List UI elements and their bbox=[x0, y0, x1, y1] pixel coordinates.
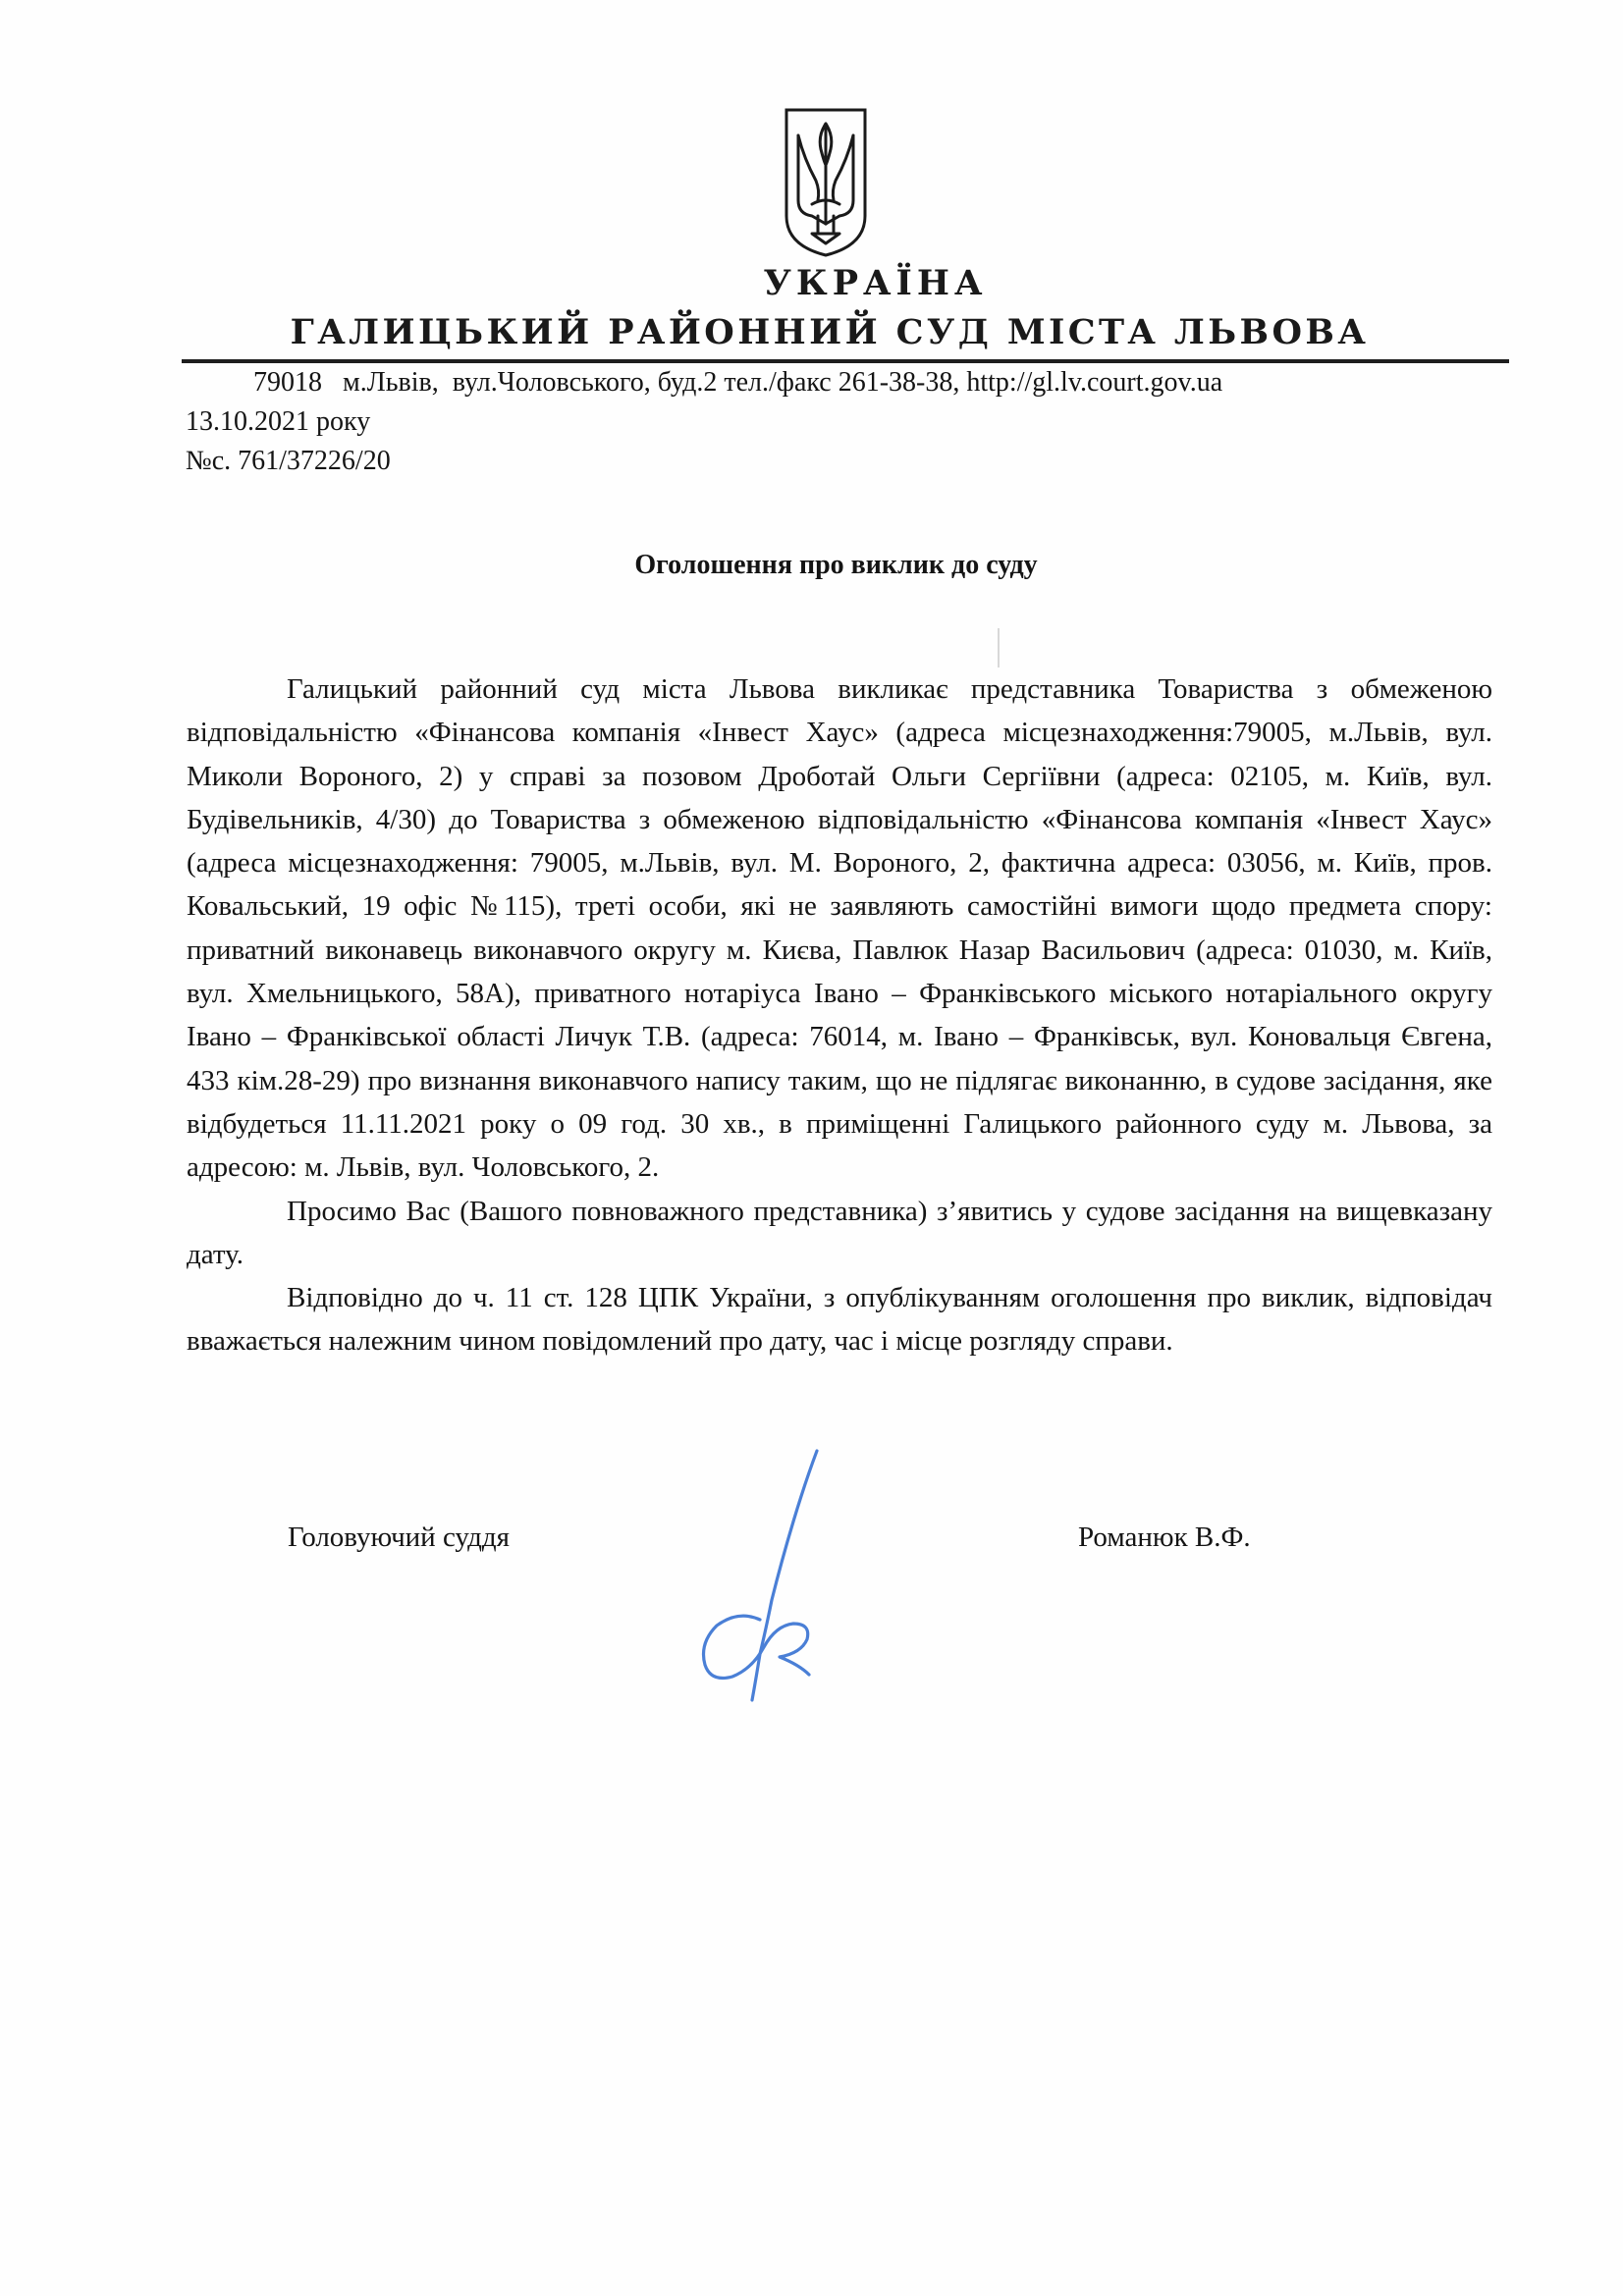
body-paragraph: Просимо Вас (Вашого повноважного представника) з’явитись у судове засідання на вищевказану дату. bbox=[187, 1195, 1492, 1270]
case-number: №с. 761/37226/20 bbox=[186, 446, 391, 476]
body-paragraph: Відповідно до ч. 11 ст. 128 ЦПК України, з опублікуванням оголошення про виклик, відповідач вважається належним чином повідомлений про дату, час і місце розгляду справи. bbox=[187, 1282, 1492, 1358]
scan-artifact bbox=[998, 628, 1000, 667]
judge-name: Романюк В.Ф. bbox=[1078, 1522, 1251, 1553]
body-paragraph: Галицький районний суд міста Львова викликає представника Товариства з обмеженою відповідальністю «Фінансова компанія «Інвест Хаус» (адреса місцезнаходження:79005, м.Львів, вул. Миколи Вороного, 2) у справі за позовом Дроботай Ольги Сергіївни (адреса: 02105, м. Київ, вул. Будівельників, 4/30) до Товариства з обмеженою відповідальністю «Фінансова компанія «Інвест Хаус» (адреса місцезнаходження: 79005, м.Львів, вул. М. Вороного, 2, фактична адреса: 03056, м. Київ, пров. Ковальський, 19 офіс №115), треті особи, які не заявляють самостійні вимоги щодо предмета спору: приватний виконавець виконавчого округу м. Києва, Павлюк Назар Васильович (адреса: 01030, м. Київ, вул. Хмельницького, 58А), приватного нотаріуса Івано – Франківського міського нотаріального округу Івано – Франківської області Личук Т.В. (адреса: 76014, м. Івано – Франківськ, вул. Коновальця Євгена, 433 кім.28-29) про визнання виконавчого напису таким, що не підлягає виконанню, в судове засідання, яке відбудеться 11.11.2021 року о 09 год. 30 хв., в приміщенні Галицького районного суду м. Львова, за адресою: м. Львів, вул. Чоловського, 2. bbox=[187, 673, 1492, 1184]
document-date: 13.10.2021 року bbox=[186, 406, 371, 437]
notice-body bbox=[187, 667, 1492, 1363]
trident-coat-of-arms-icon bbox=[783, 106, 869, 259]
notice-title: Оголошення про виклик до суду bbox=[634, 550, 1038, 580]
letterhead-divider bbox=[182, 359, 1509, 363]
country-heading: УКРАЇНА bbox=[763, 263, 988, 303]
court-address-line: 79018 м.Львів, вул.Чоловського, буд.2 тел./факс 261-38-38, http://gl.lv.court.gov.ua bbox=[253, 367, 1223, 398]
signatory-role: Головуючий суддя bbox=[288, 1522, 510, 1553]
handwritten-signature-icon bbox=[677, 1443, 854, 1708]
court-name-heading: ГАЛИЦЬКИЙ РАЙОННИЙ СУД МІСТА ЛЬВОВА bbox=[290, 312, 1370, 352]
